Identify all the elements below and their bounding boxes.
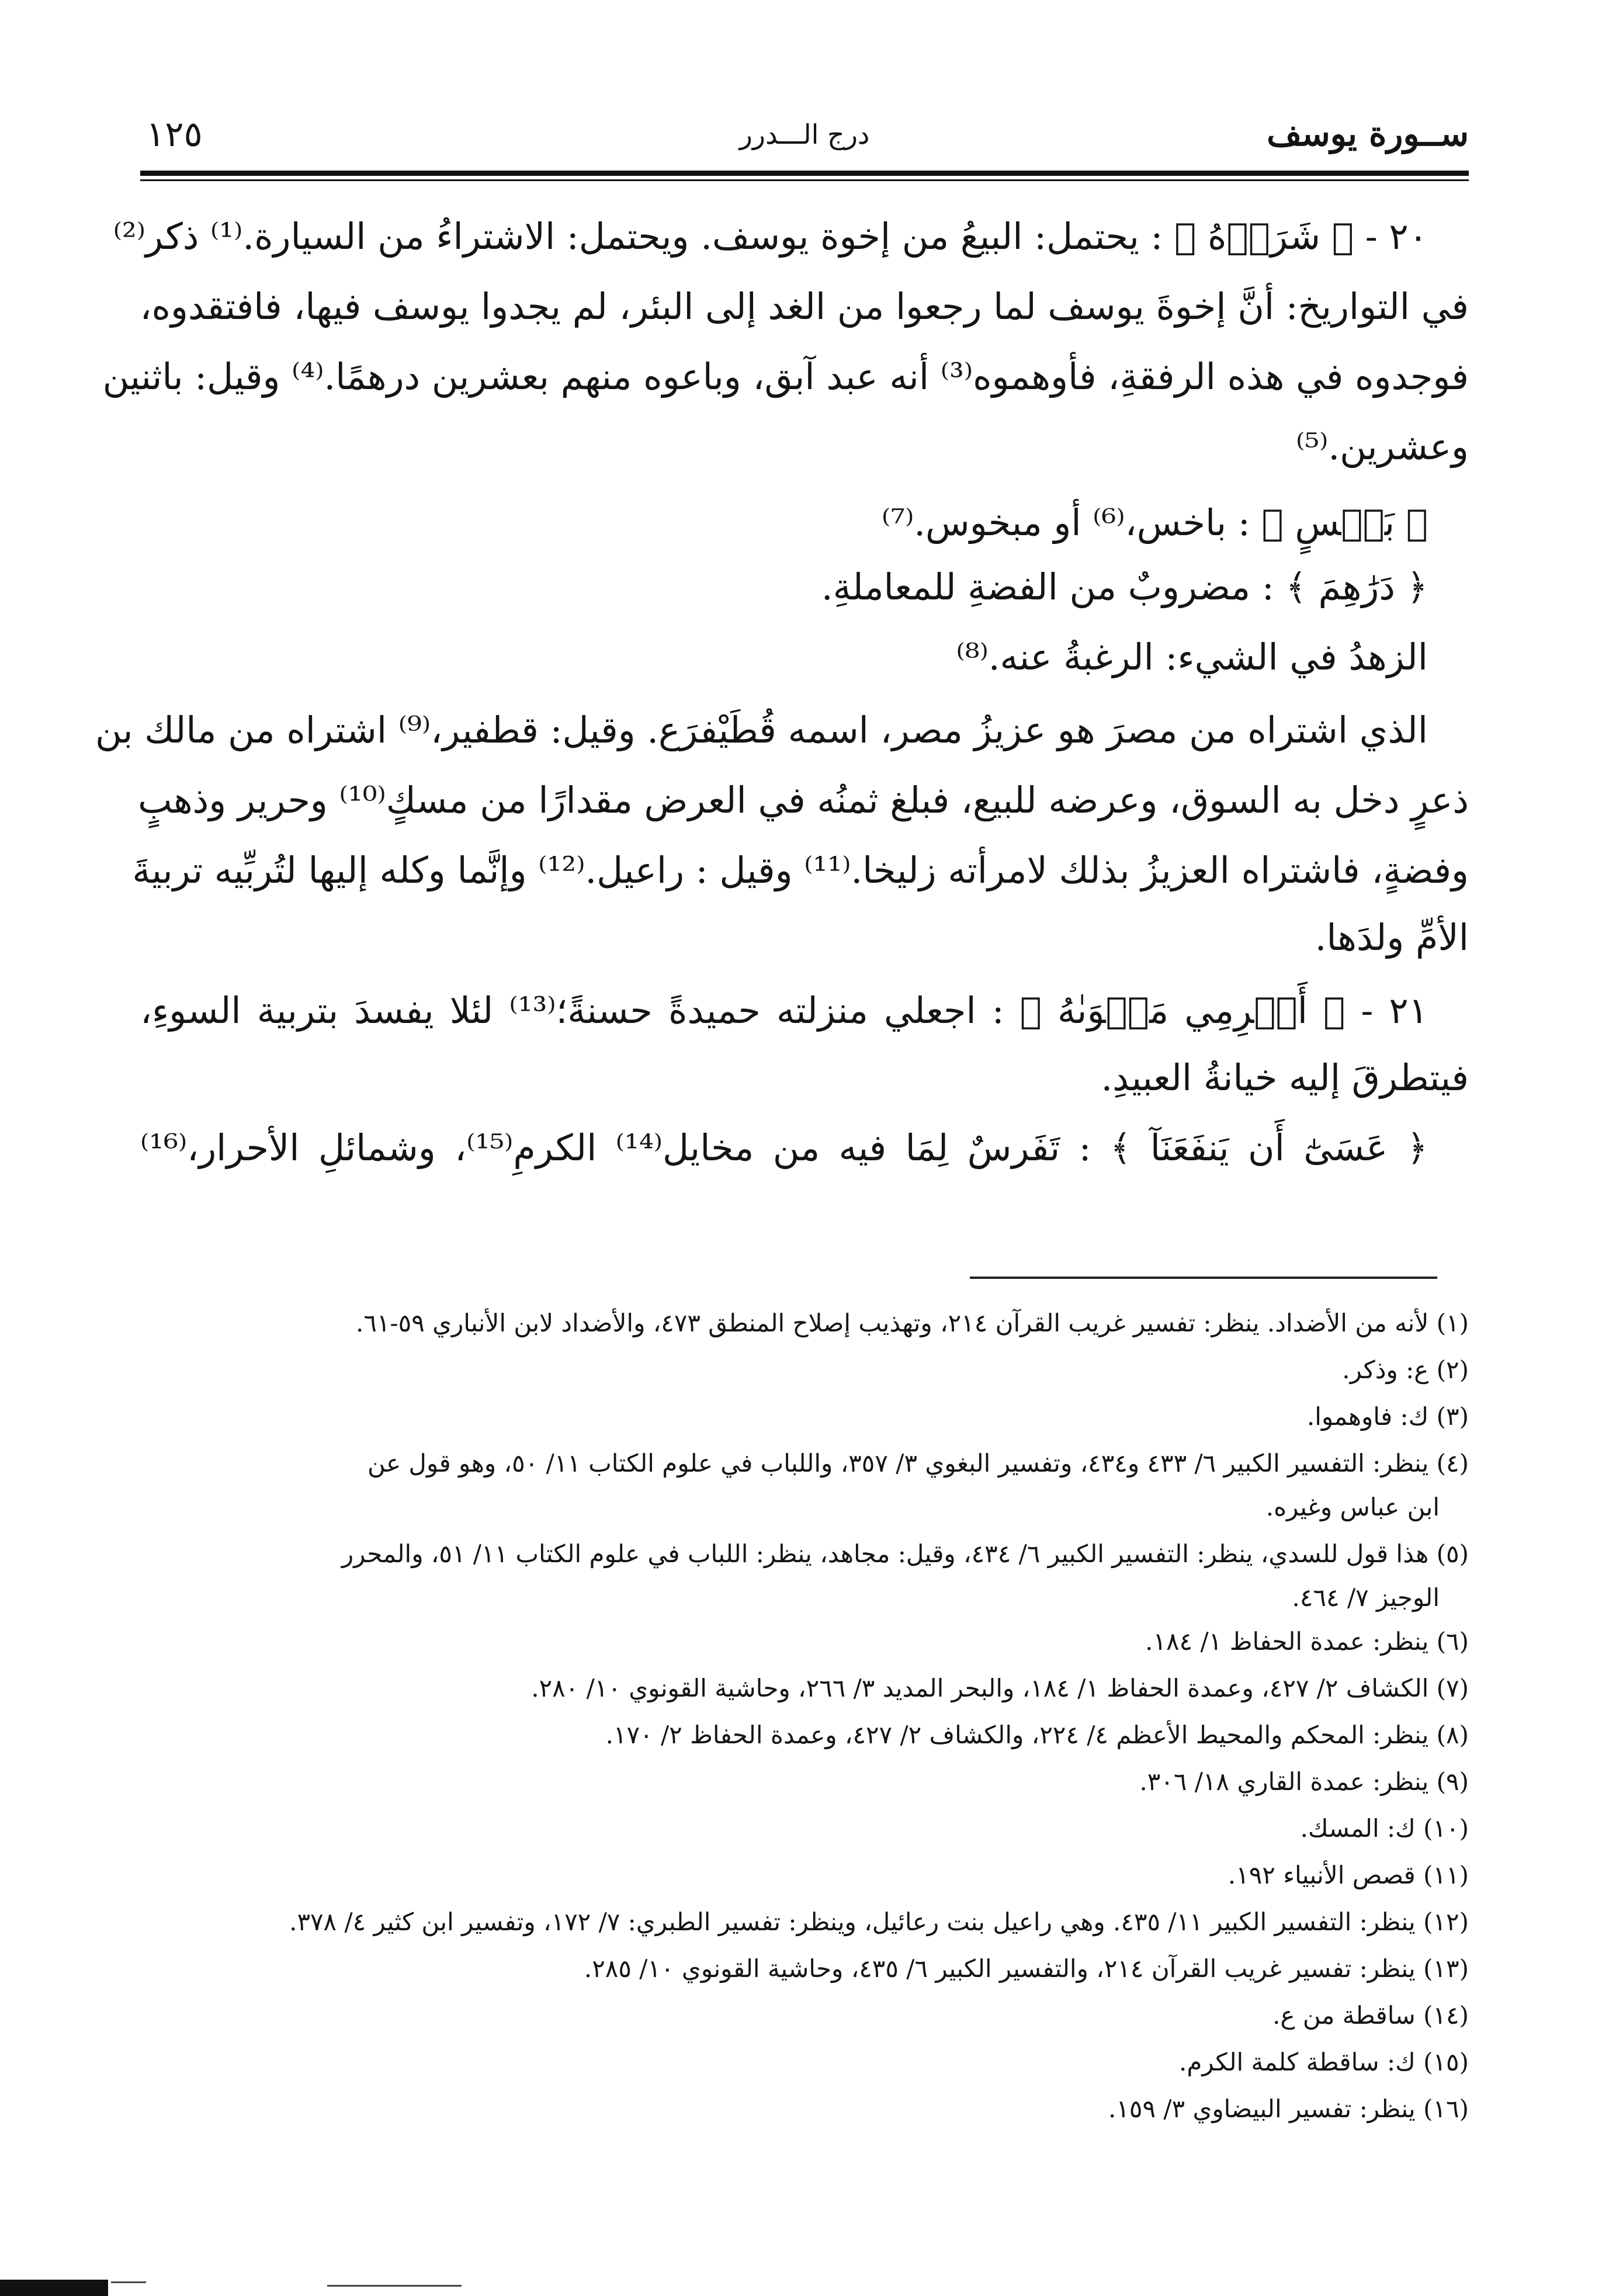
surah-title: ســورة يوسف bbox=[1267, 114, 1469, 154]
footnote: (١٥) ك: ساقطة كلمة الكرم. bbox=[1179, 2048, 1469, 2076]
body-line: ذعرٍ دخل به السوق، وعرضه للبيع، فبلغ ثمنُه في العرض مقدارًا من مسكٍ⁽¹⁰⁾ وحرير وذهبٍ bbox=[138, 779, 1469, 821]
footnote: (١٤) ساقطة من ع. bbox=[1272, 2001, 1469, 2030]
body-line: فوجدوه في هذه الرفقةِ، فأوهموه⁽³⁾ أنه عبد آبق، وباعوه منهم بعشرين درهمًا.⁽⁴⁾ وقيل: باثنين bbox=[102, 355, 1469, 398]
footnote-continuation: ابن عباس وغيره. bbox=[1265, 1493, 1440, 1521]
book-title: درج الـــدرر bbox=[739, 119, 870, 150]
footnote: (١٢) ينظر: التفسير الكبير ١١/ ٤٣٥. وهي راعيل بنت رعائيل، وينظر: تفسير الطبري: ٧/ ١٧٢، وتفسير ابن كثير ٤/ ٣٧٨. bbox=[289, 1907, 1469, 1936]
footnote: (٧) الكشاف ٢/ ٤٢٧، وعمدة الحفاظ ١/ ١٨٤، والبحر المديد ٣/ ٢٦٦، وحاشية القونوي ١٠/ ٢٨٠. bbox=[531, 1674, 1469, 1702]
footnote: (٣) ك: فاوهموا. bbox=[1306, 1402, 1469, 1431]
footnote: (٤) ينظر: التفسير الكبير ٦/ ٤٣٣ و٤٣٤، وتفسير البغوي ٣/ ٣٥٧، واللباب في علوم الكتاب ١١/ ٥٠، وهو قول عن bbox=[367, 1449, 1469, 1478]
footnote: (٩) ينظر: عمدة القاري ١٨/ ٣٠٦. bbox=[1139, 1767, 1469, 1796]
body-line: وعشرين.⁽⁵⁾ bbox=[1296, 425, 1469, 468]
body-line: ٢٠ - ﴿ شَرَوۡهُ ﴾ : يحتمل: البيعُ من إخوة يوسف. ويحتمل: الاشتراءُ من السيارة.⁽¹⁾ ذكر⁽²⁾ bbox=[113, 215, 1428, 258]
main-text bbox=[95, 202, 1469, 1230]
body-line: في التواريخ: أنَّ إخوةَ يوسف لما رجعوا من الغد إلى البئر، لم يجدوا يوسف فيها، فافتقدوه، bbox=[140, 285, 1469, 328]
body-line: فيتطرقَ إليه خيانةُ العبيدِ. bbox=[1101, 1056, 1469, 1099]
footnote-separator bbox=[970, 1277, 1437, 1279]
running-header bbox=[134, 108, 1475, 172]
footnote: (١٠) ك: المسك. bbox=[1300, 1814, 1469, 1843]
page-number: ١٢٥ bbox=[146, 114, 203, 155]
footnote-continuation: الوجيز ٧/ ٤٦٤. bbox=[1292, 1583, 1440, 1612]
body-line: وفضةٍ، فاشتراه العزيزُ بذلك لامرأته زليخا.⁽¹¹⁾ وقيل : راعيل.⁽¹²⁾ وإنَّما وكله إليها لتُربِّيه تربيةَ bbox=[132, 849, 1469, 892]
footnote: (٦) ينظر: عمدة الحفاظ ١/ ١٨٤. bbox=[1145, 1627, 1469, 1656]
footnote: (١١) قصص الأنبياء ١٩٢. bbox=[1227, 1861, 1469, 1889]
body-line: الأمِّ ولدَها. bbox=[1315, 916, 1469, 959]
body-line: ﴿ عَسَىٰٓ أَن يَنفَعَنَآ ﴾ : تَفَرسٌ لِمَا فيه من مخايل⁽¹⁴⁾ الكرمِ⁽¹⁵⁾، وشمائلِ الأحرار،⁽¹⁶⁾ bbox=[140, 1126, 1428, 1169]
scan-edge-mark bbox=[0, 2280, 108, 2296]
footnote: (١) لأنه من الأضداد. ينظر: تفسير غريب القرآن ٢١٤، وتهذيب إصلاح المنطق ٤٧٣، والأضداد لابن الأنباري ٥٩-٦١. bbox=[355, 1309, 1469, 1337]
body-line: ﴿ دَرَٰهِمَ ﴾ : مضروبٌ من الفضةِ للمعاملةِ. bbox=[821, 566, 1428, 608]
footnote: (٢) ع: وذكر. bbox=[1342, 1355, 1469, 1384]
body-line: الزهدُ في الشيء: الرغبةُ عنه.⁽⁸⁾ bbox=[956, 636, 1428, 678]
header-rule-thin bbox=[140, 179, 1469, 181]
footnote: (١٣) ينظر: تفسير غريب القرآن ٢١٤، والتفسير الكبير ٦/ ٤٣٥، وحاشية القونوي ١٠/ ٢٨٥. bbox=[584, 1954, 1469, 1983]
footnote: (١٦) ينظر: تفسير البيضاوي ٣/ ١٥٩. bbox=[1108, 2094, 1469, 2123]
footnote: (٥) هذا قول للسدي، ينظر: التفسير الكبير ٦/ ٤٣٤، وقيل: مجاهد، ينظر: اللباب في علوم الكتاب ١١/ ٥١، والمحرر bbox=[341, 1539, 1469, 1568]
body-line: ﴿ بَخۡسٍ ﴾ : باخس،⁽⁶⁾ أو مبخوس.⁽⁷⁾ bbox=[882, 501, 1428, 544]
body-line: ٢١ - ﴿ أَكۡرِمِي مَثۡوَىٰهُ ﴾ : اجعلي منزلته حميدةً حسنةً؛⁽¹³⁾ لئلا يفسدَ بتربية السوءِ، bbox=[140, 989, 1428, 1032]
body-line: الذي اشتراه من مصرَ هو عزيزُ مصر، اسمه قُطَيْفرَع. وقيل: قطفير،⁽⁹⁾ اشتراه من مالك بن bbox=[95, 709, 1428, 751]
footnote: (٨) ينظر: المحكم والمحيط الأعظم ٤/ ٢٢٤، والكشاف ٢/ ٤٢٧، وعمدة الحفاظ ٢/ ١٧٠. bbox=[605, 1721, 1469, 1749]
scan-edge-mark bbox=[327, 2285, 462, 2287]
header-rule-thick bbox=[140, 171, 1469, 176]
scan-edge-mark bbox=[111, 2281, 146, 2283]
